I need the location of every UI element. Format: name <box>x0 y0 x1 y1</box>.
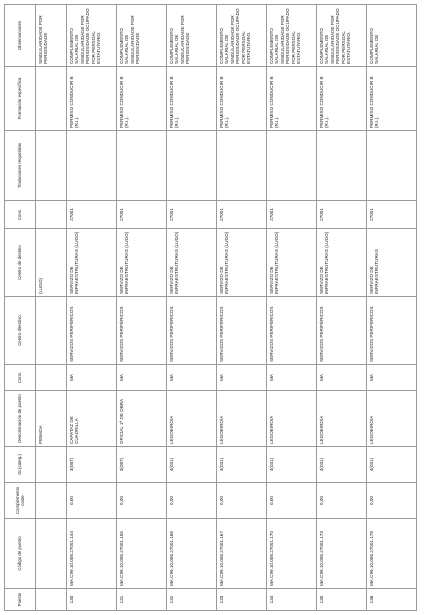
cell-complemento: 0,00 <box>367 483 417 519</box>
cell-gr-categ: 4(031) <box>167 447 217 483</box>
table-cell <box>36 297 67 365</box>
table-cell <box>36 365 67 391</box>
header-denominacion: Denominación de puesto <box>5 391 36 447</box>
cell-gr-categ: 4(031) <box>217 447 267 483</box>
positions-table <box>4 4 417 611</box>
cell-cons: MA <box>317 365 367 391</box>
table-cell <box>36 67 67 131</box>
cell-conc: 27001 <box>317 201 367 229</box>
cell-puesto: 135 <box>317 589 367 611</box>
table-row <box>317 5 367 611</box>
header-observaciones: Observaciones <box>5 5 36 67</box>
cell-centro-directivo: SERVIZOS PERIFÉRICOS <box>167 297 217 365</box>
cell-titulaciones <box>217 131 267 201</box>
cell-complemento: 0,00 <box>217 483 267 519</box>
table-row <box>367 5 417 611</box>
cell-formacion: PERMISO CONDUCIR B (R.I.). <box>267 67 317 131</box>
cell-centro-destino: SERVIZO DE INFRAESTRUTURAS (LUGO) <box>267 229 317 297</box>
cell-centro-destino: SERVIZO DE INFRAESTRUTURAS (LUGO) <box>167 229 217 297</box>
table-cell <box>36 483 67 519</box>
cell-cons: MA <box>117 365 167 391</box>
cell-cons: MA <box>217 365 267 391</box>
cell-centro-directivo: SERVIZOS PERIFÉRICOS <box>267 297 317 365</box>
cell-conc: 27001 <box>267 201 317 229</box>
cell-denominacion: CAPATAZ DE CUADRILLA <box>67 391 117 447</box>
cell-titulaciones <box>267 131 317 201</box>
cell-denominacion: LEGOEIRO/A <box>317 391 367 447</box>
table-row <box>267 5 317 611</box>
cell-observaciones: COMPLEMENTO SALARIAL DE SINGULARIDADE POR PERIOSIDADE OCUPADO POR PERSOAL ESTATUTARIO. <box>317 5 367 67</box>
cell-formacion: PERMISO CONDUCIR B (R.I.). <box>167 67 217 131</box>
cell-centro-destino: SERVIZO DE INFRAESTRUTURAS (LUGO) <box>117 229 167 297</box>
cell-observaciones: COMPLEMENTO SALARIAL DE SINGULARIDADE POR PERIOSIDADE <box>167 5 217 67</box>
cell-complemento: 0,00 <box>167 483 217 519</box>
cell-complemento: 0,00 <box>117 483 167 519</box>
cell-formacion: PERMISO CONDUCIR B (R.I.). <box>317 67 367 131</box>
cell-formacion: PERMISO CONDUCIR B (R.I.). <box>367 67 417 131</box>
cell-centro-destino: SERVIZO DE INFRAESTRUTURAS (LUGO) <box>317 229 367 297</box>
cell-conc: 27001 <box>117 201 167 229</box>
cell-codigo: MA.C99.10.006.27001.144 <box>67 519 117 589</box>
table-row <box>117 5 167 611</box>
cell-observaciones: COMPLEMENTO SALARIAL DE SINGULARIDADE POR PERIOSIDADE OCUPADO POR PERSOAL ESTATUTARIO. <box>217 5 267 67</box>
cell-codigo: MA.C99.10.006.27001.178 <box>367 519 417 589</box>
cell-centro-directivo: SERVIZOS PERIFÉRICOS <box>317 297 367 365</box>
cell-codigo: MA.C99.10.006.27001.166 <box>167 519 217 589</box>
table-cell <box>36 519 67 589</box>
table-cell: PEBADA <box>36 391 67 447</box>
header-centro-directivo: Centro directivo <box>5 297 36 365</box>
cell-centro-directivo: SERVIZOS PERIFÉRICOS <box>217 297 267 365</box>
cell-titulaciones <box>67 131 117 201</box>
header-complemento: Complemento coste <box>5 483 36 519</box>
header-cons: Cons. <box>5 365 36 391</box>
cell-codigo: MA.C99.10.006.27001.170 <box>267 519 317 589</box>
cell-denominacion: LEGOEIRO/A <box>267 391 317 447</box>
cell-cons: MA <box>167 365 217 391</box>
cell-denominacion: LEGOEIRO/A <box>367 391 417 447</box>
table-cell <box>36 589 67 611</box>
cell-centro-destino: SERVIZO DE INFRAESTRUTURAS (LUGO) <box>217 229 267 297</box>
cell-observaciones: COMPLEMENTO SALARIAL DE <box>367 5 417 67</box>
cell-observaciones: COMPLEMENTO SALARIAL DE SINGULARIDADE POR PERIOSIDADE OCUPADO POR PERSOAL ESTATUTARIO. <box>267 5 317 67</box>
cell-conc: 27001 <box>67 201 117 229</box>
cell-codigo: MA.C99.10.006.27001.173 <box>317 519 367 589</box>
cell-gr-categ: 4(031) <box>317 447 367 483</box>
header-formacion: Formación específica <box>5 67 36 131</box>
cell-denominacion: OFICIAL 1ª DE OBRA <box>117 391 167 447</box>
header-puesto: Puesto <box>5 589 36 611</box>
cell-titulaciones <box>167 131 217 201</box>
cell-complemento: 0,00 <box>267 483 317 519</box>
cell-titulaciones <box>117 131 167 201</box>
cell-conc: 27001 <box>167 201 217 229</box>
cell-complemento: 0,00 <box>67 483 117 519</box>
header-conc: Conc. <box>5 201 36 229</box>
cell-formacion: PERMISO CONDUCIR B (R.I.). <box>217 67 267 131</box>
cell-formacion: PERMISO CONDUCIR B (R.I.). <box>67 67 117 131</box>
cell-conc: 27001 <box>367 201 417 229</box>
cell-cons: MA <box>267 365 317 391</box>
cell-formacion: PERMISO CONDUCIR B (R.I.). <box>117 67 167 131</box>
cell-centro-destino: SERVIZO DE INFRAESTRUTURAS (LUGO) <box>67 229 117 297</box>
table-row <box>217 5 267 611</box>
cell-centro-directivo: SERVIZOS PERIFÉRICOS <box>67 297 117 365</box>
cell-puesto: 134 <box>267 589 317 611</box>
cell-codigo: MA.C99.10.006.27001.155 <box>117 519 167 589</box>
cell-cons: MA <box>367 365 417 391</box>
cell-puesto: 133 <box>217 589 267 611</box>
table-cell <box>36 131 67 201</box>
cell-observaciones: COMPLEMENTO SALARIAL DE SINGULARIDADE POR PERIOSIDADE OCUPADO POR PERSOAL ESTATUTARIO. <box>67 5 117 67</box>
cell-titulaciones <box>367 131 417 201</box>
cell-observaciones: COMPLEMENTO SALARIAL DE SINGULARIDADE POR PERIOSIDADE <box>117 5 167 67</box>
cell-gr-categ: 4(031) <box>367 447 417 483</box>
cell-puesto: 136 <box>367 589 417 611</box>
cell-conc: 27001 <box>217 201 267 229</box>
cell-puesto: 132 <box>167 589 217 611</box>
table-cell: (LUGO) <box>36 229 67 297</box>
cell-titulaciones <box>317 131 367 201</box>
cell-denominacion: LEGOEIRO/A <box>217 391 267 447</box>
cell-gr-categ: 3(087) <box>67 447 117 483</box>
header-titulaciones: Titulaciones requeridas <box>5 131 36 201</box>
cell-centro-directivo: SERVIZOS PERIFÉRICOS <box>117 297 167 365</box>
table-row <box>167 5 217 611</box>
cell-cons: MA <box>67 365 117 391</box>
cell-puesto: 131 <box>117 589 167 611</box>
header-gr-categ: Gr.(categ.) <box>5 447 36 483</box>
continued-row <box>36 5 67 611</box>
header-codigo: Código de puesto <box>5 519 36 589</box>
cell-codigo: MA.C99.10.006.27001.167 <box>217 519 267 589</box>
cell-gr-categ: 4(031) <box>267 447 317 483</box>
table-cell <box>36 201 67 229</box>
cell-gr-categ: 3(087) <box>117 447 167 483</box>
cell-puesto: 130 <box>67 589 117 611</box>
header-centro-destino: Centro de destino <box>5 229 36 297</box>
cell-centro-destino: SERVIZO DE INFRAESTRUTURAS <box>367 229 417 297</box>
table-header-row <box>5 5 36 611</box>
cell-centro-directivo: SERVIZOS PERIFÉRICOS <box>367 297 417 365</box>
table-cell: SINGULARIDADE POR PERIOSIDADE <box>36 5 67 67</box>
table-cell <box>36 447 67 483</box>
table-row <box>67 5 117 611</box>
cell-denominacion: LEGOEIRO/A <box>167 391 217 447</box>
cell-complemento: 0,00 <box>317 483 367 519</box>
